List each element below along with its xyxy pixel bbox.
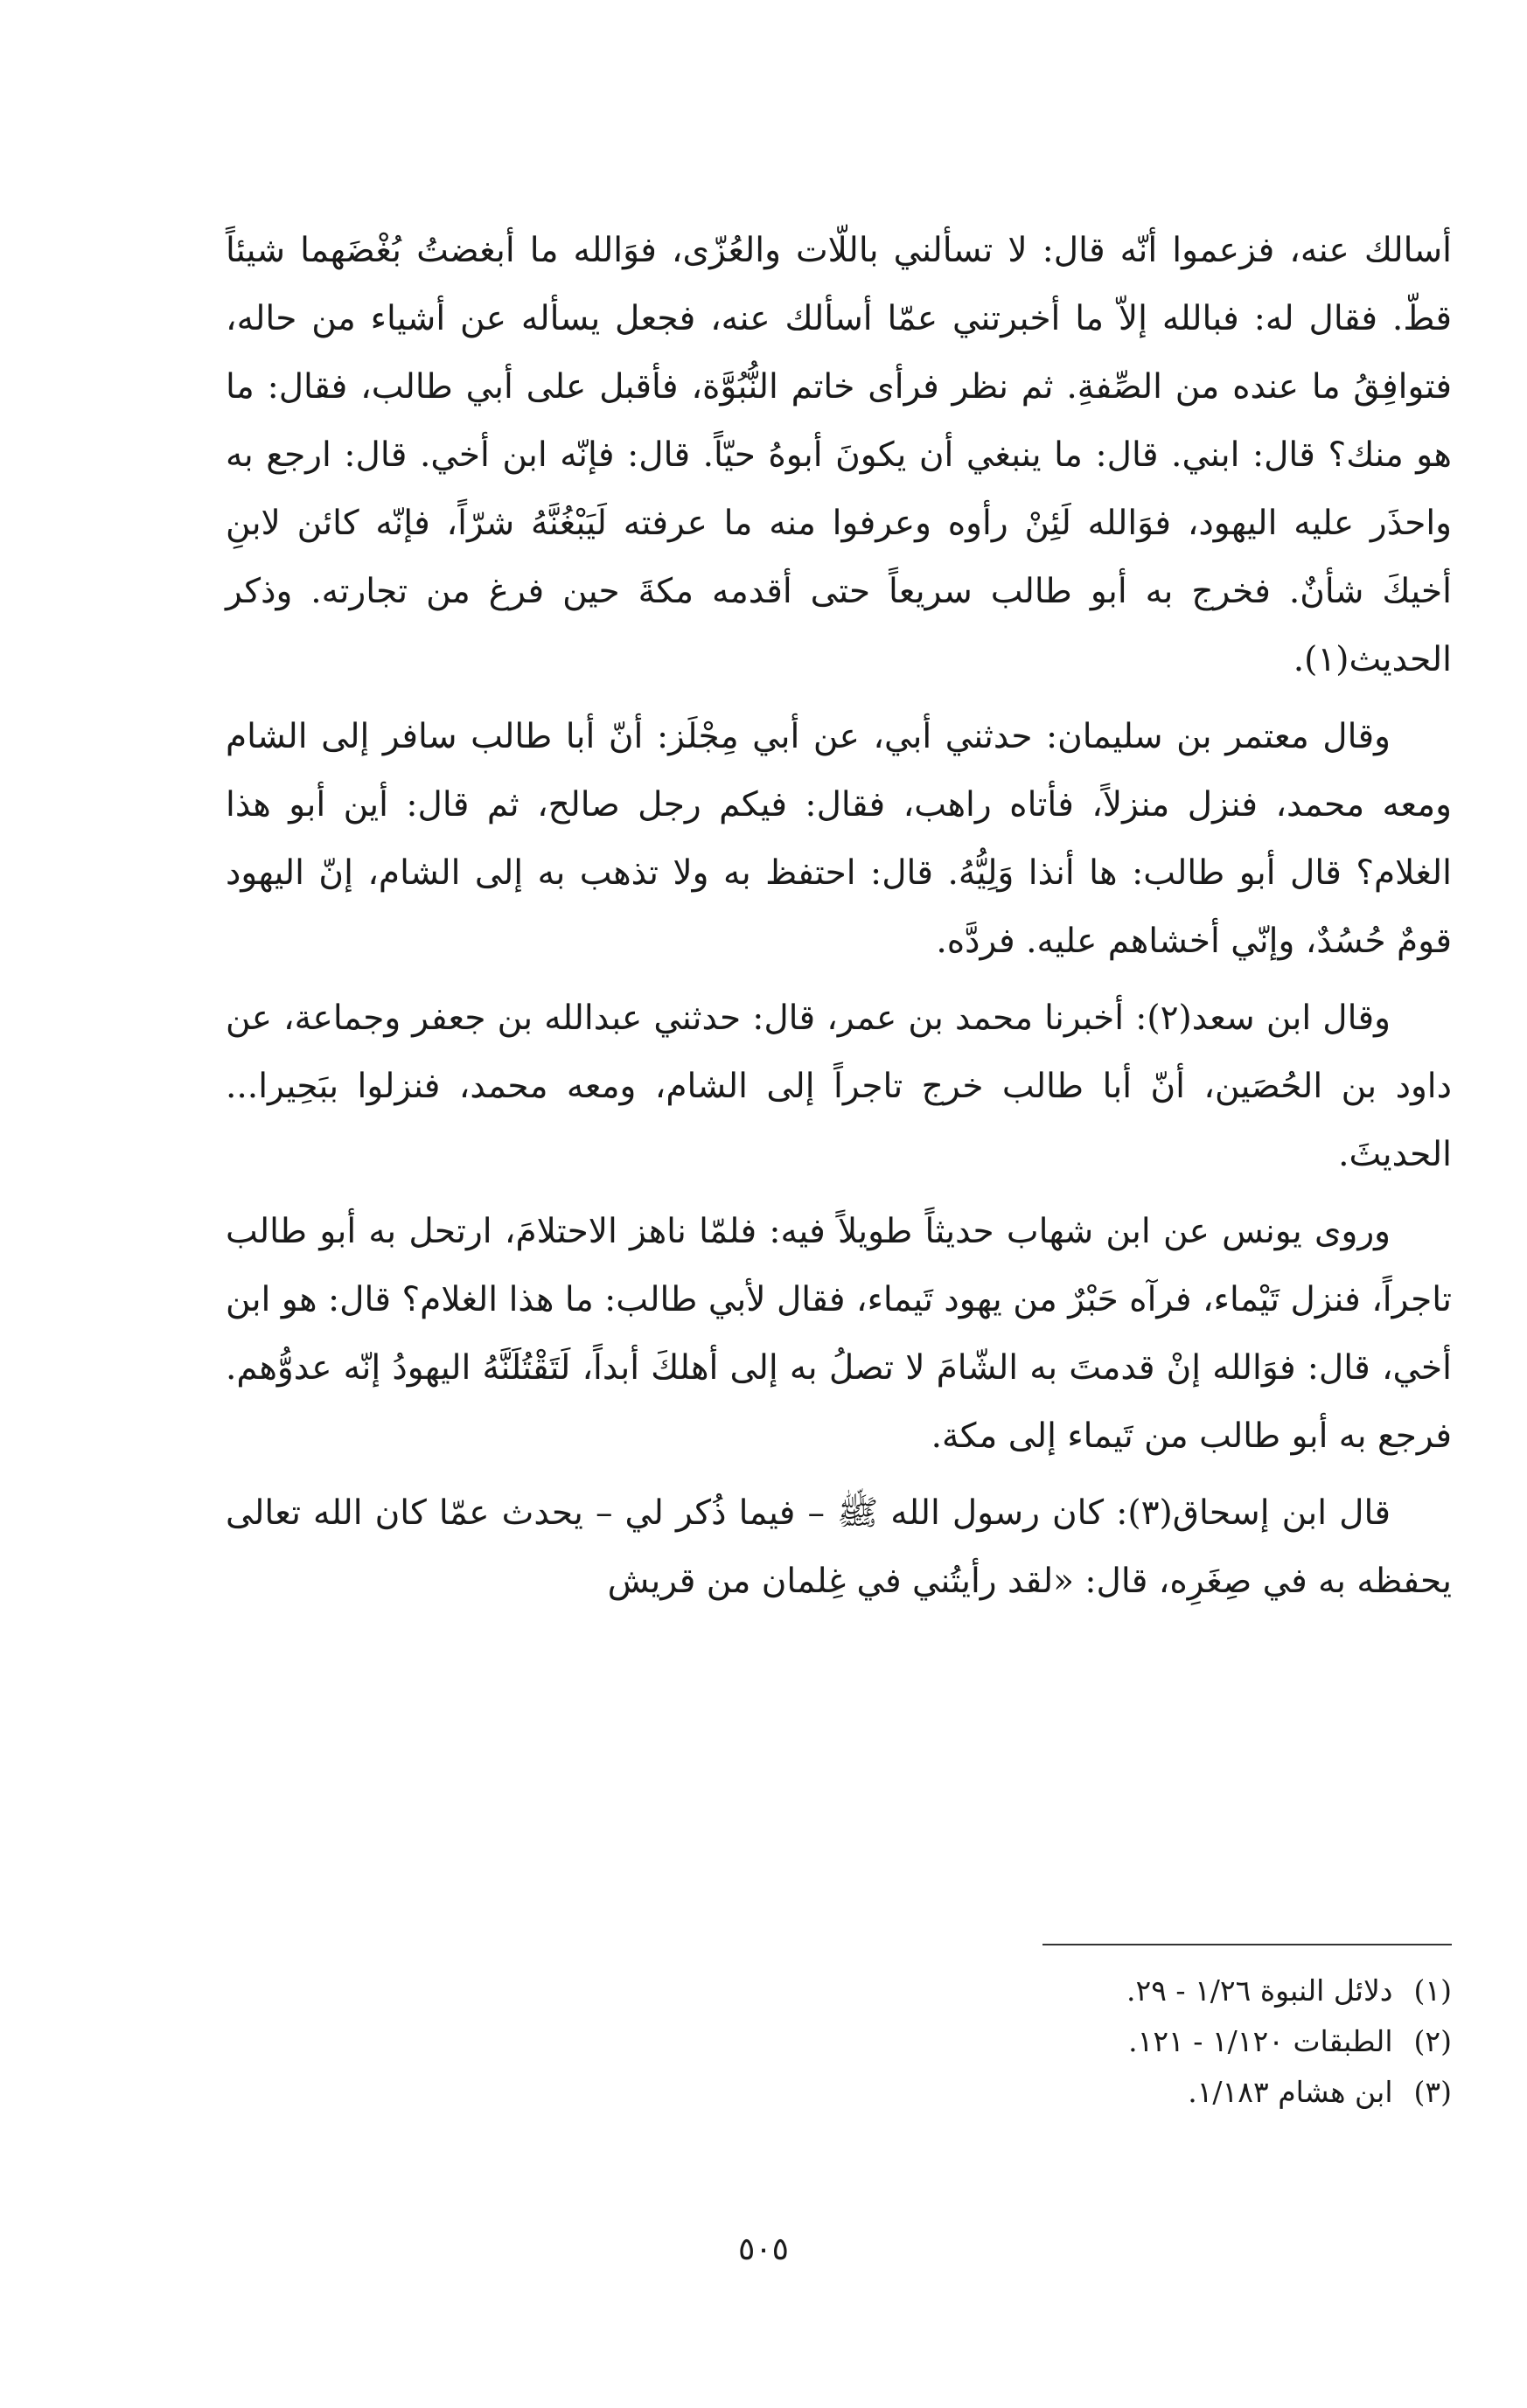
footnote-number: (٣) (1413, 2075, 1452, 2109)
footnote-1 (226, 1966, 1452, 2016)
paragraph-4: وروى يونس عن ابن شهاب حديثاً طويلاً فيه: فلمّا ناهز الاحتلامَ، ارتحل به أبو طالب تاجراً، فنزل تَيْماء، فرآه حَبْرٌ من يهود تَيماء، فقال لأبي طالب: ما هذا الغلام؟ قال: هو ابن أخي، قال: فوَالله إنْ قدمتَ به الشّامَ لا تصلُ به إلى أهلكَ أبداً، لَتَقْتُلَنَّهُ اليهودُ إنّه عدوُّهم. فرجع به أبو طالب من تَيماء إلى مكة. (226, 1212, 1452, 1456)
main-text (226, 217, 1452, 1625)
footnote-2 (226, 2016, 1452, 2067)
footnote-number: (٢) (1413, 2024, 1452, 2058)
paragraph-3: وقال ابن سعد(٢): أخبرنا محمد بن عمر، قال: حدثني عبدالله بن جعفر وجماعة، عن داود بن الحُصَين، أنّ أبا طالب خرج تاجراً إلى الشام، ومعه محمد، فنزلوا ببَحِيرا... الحديثَ. (226, 999, 1452, 1174)
page-number: ٥٠٥ (737, 2231, 789, 2267)
paragraph-5: قال ابن إسحاق(٣): كان رسول الله ﷺ – فيما ذُكر لي – يحدث عمّا كان الله تعالى يحفظه به في صِغَرِه، قال: «لقد رأيتُني في غِلمان من قريش (226, 1493, 1452, 1601)
footnote-text: دلائل النبوة ١/٢٦ - ٢٩. (1126, 1973, 1393, 2008)
footnote-number: (١) (1413, 1973, 1452, 2008)
paragraph-2: وقال معتمر بن سليمان: حدثني أبي، عن أبي مِجْلَز: أنّ أبا طالب سافر إلى الشام ومعه محمد، فنزل منزلاً، فأتاه راهب، فقال: فيكم رجل صالح، ثم قال: أين أبو هذا الغلام؟ قال أبو طالب: ها أنذا وَلِيُّهُ. قال: احتفظ به ولا تذهب به إلى الشام، إنّ اليهود قومٌ حُسُدٌ، وإنّي أخشاهم عليه. فردَّه. (226, 717, 1452, 961)
footnote-text: الطبقات ١/١٢٠ - ١٢١. (1128, 2024, 1393, 2058)
footnotes (226, 1966, 1452, 2118)
footnote-3 (226, 2067, 1452, 2118)
paragraph-1: أسالك عنه، فزعموا أنّه قال: لا تسألني باللّات والعُزّى، فوَالله ما أبغضتُ بُغْضَهما شيئاً قطّ. فقال له: فبالله إلاّ ما أخبرتني عمّا أسألك عنه، فجعل يسأله عن أشياء من حاله، فتوافِقُ ما عنده من الصِّفةِ. ثم نظر فرأى خاتم النُّبُوَّة، فأقبل على أبي طالب، فقال: ما هو منك؟ قال: ابني. قال: ما ينبغي أن يكونَ أبوهُ حيّاً. قال: فإنّه ابن أخي. قال: ارجع به واحذَر عليه اليهود، فوَالله لَئِنْ رأوه وعرفوا منه ما عرفته لَيَبْغُنَّهُ شرّاً، فإنّه كائن لابنِ أخيكَ شأنٌ. فخرج به أبو طالب سريعاً حتى أقدمه مكةَ حين فرغ من تجارته. وذكر الحديث(١). (226, 231, 1452, 679)
footnote-divider (1042, 1944, 1452, 1945)
footnote-text: ابن هشام ١/١٨٣. (1188, 2075, 1393, 2109)
